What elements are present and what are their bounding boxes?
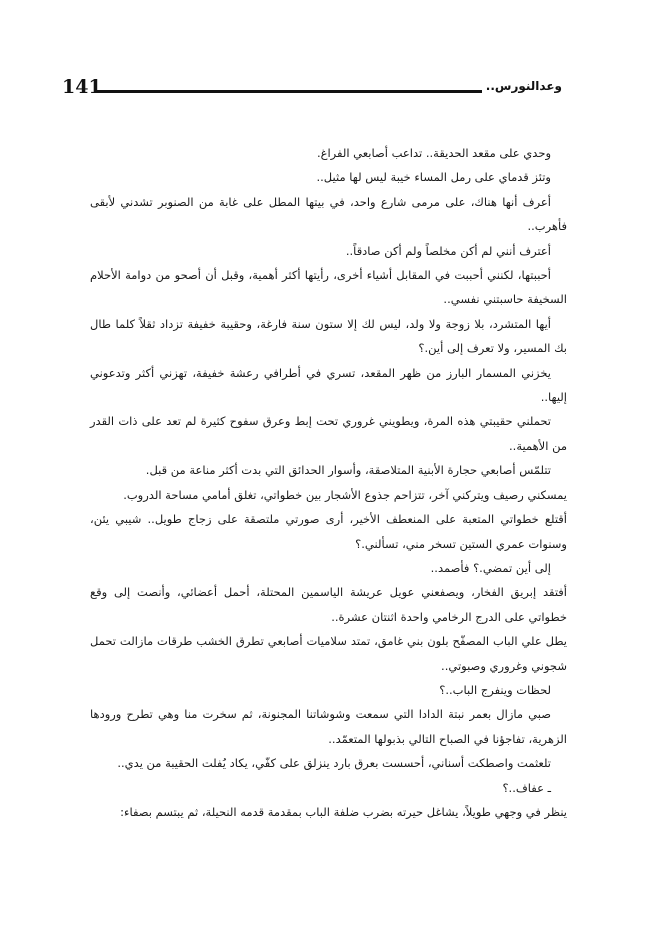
paragraph: تحملني حقيبتي هذه المرة، ويطويني غروري تحت إبط وعرق سفوح كثيرة لم تعد على ذات القدر من الأهمية.. [90,414,567,453]
paragraph: أيها المتشرد، بلا زوجة ولا ولد، ليس لك إلا ستون سنة فارغة، وحقيبة خفيفة تزداد ثقلاً كلما طال بك المسير، ولا تعرف إلى أين.؟ [90,316,567,356]
paragraph: تلعثمت واصطكت أسناني، أحسست بعرق بارد ينزلق على كفّي، يكاد يُفلت الحقيبة من يدي.. [117,756,551,771]
paragraph: ينظر في وجهي طويلاً، يشاغل حيرته بضرب ضلفة الباب بمقدمة قدمه النحيلة، ثم يبتسم بصفاء: [120,804,567,819]
paragraph: يطل علي الباب المصفّح بلون بني غامق، تمتد سلاميات أصابعي تطرق الخشب طرقات مازالت تحمل شجوني وغروري وصبوتي.. [90,634,567,673]
paragraph: إلى أين تمضي.؟ فأصمد.. [430,560,551,575]
running-header [62,78,562,100]
paragraph: تتلمّس أصابعي حجارة الأبنية المتلاصقة، وأسوار الحدائق التي بدت أكثر مناعة من قبل. [145,463,551,478]
paragraph: أفتقد إبريق الفخار، ويصفعني عويل عريشة الياسمين المحتلة، أحمل أعضائي، وأنصت إلى وقع خطواتي على الدرج الرخامي واحدة اثنتان عشرة.. [90,585,567,624]
paragraph: أحببتها، لكنني أحببت في المقابل أشياء أخرى، رأيتها أكثر أهمية، وقبل أن أصحو من دوامة الأحلام السخيفة حاسبتني نفسي.. [90,268,567,307]
paragraph: أعترف أنني لم أكن مخلصاً ولم أكن صادقاً.. [345,243,551,258]
running-title: وعدالنورس.. [482,79,562,93]
paragraph: وحدي على مقعد الحديقة.. تداعب أصابعي الفراغ. [316,146,551,160]
paragraph: ـ عفاف..؟ [502,780,551,795]
header-rule [94,90,498,93]
page-number: 141 [62,76,102,98]
paragraph: لحظات وينفرج الباب..؟ [439,682,551,697]
paragraph: أعرف أنها هناك، على مرمى شارع واحد، في بيتها المطل على غابة من الصنوبر تشدني لأبقى فأهرب.. [90,194,567,234]
paragraph: صبي مازال بعمر نبتة الدادا التي سمعت وشوشاتنا المجنونة، ثم سخرت منا وهي تطرح ورودها الزهرية، تفاجؤنا في الصباح التالي بذبولها المتعمّد.. [90,707,567,746]
paragraph: أقتلع خطواتي المتعبة على المنعطف الأخير، أرى صورتي ملتصقة على زجاج طويل.. شيبي يئن، وسنوات عمري الستين تسخر مني، تسألني.؟ [90,512,567,551]
paragraph: يمسكني رصيف ويتركني آخر، تتزاحم جذوع الأشجار بين خطواتي، تغلق أمامي مساحة الدروب. [123,487,567,502]
paragraph: يخزني المسمار البارز من ظهر المقعد، تسري في أطرافي رعشة خفيفة، تهزني أكثر وتدعوني إليها.. [90,365,567,405]
body-text [90,141,567,824]
paragraph: وتئز قدماي على رمل المساء خيبة ليس لها مثيل.. [316,170,551,185]
